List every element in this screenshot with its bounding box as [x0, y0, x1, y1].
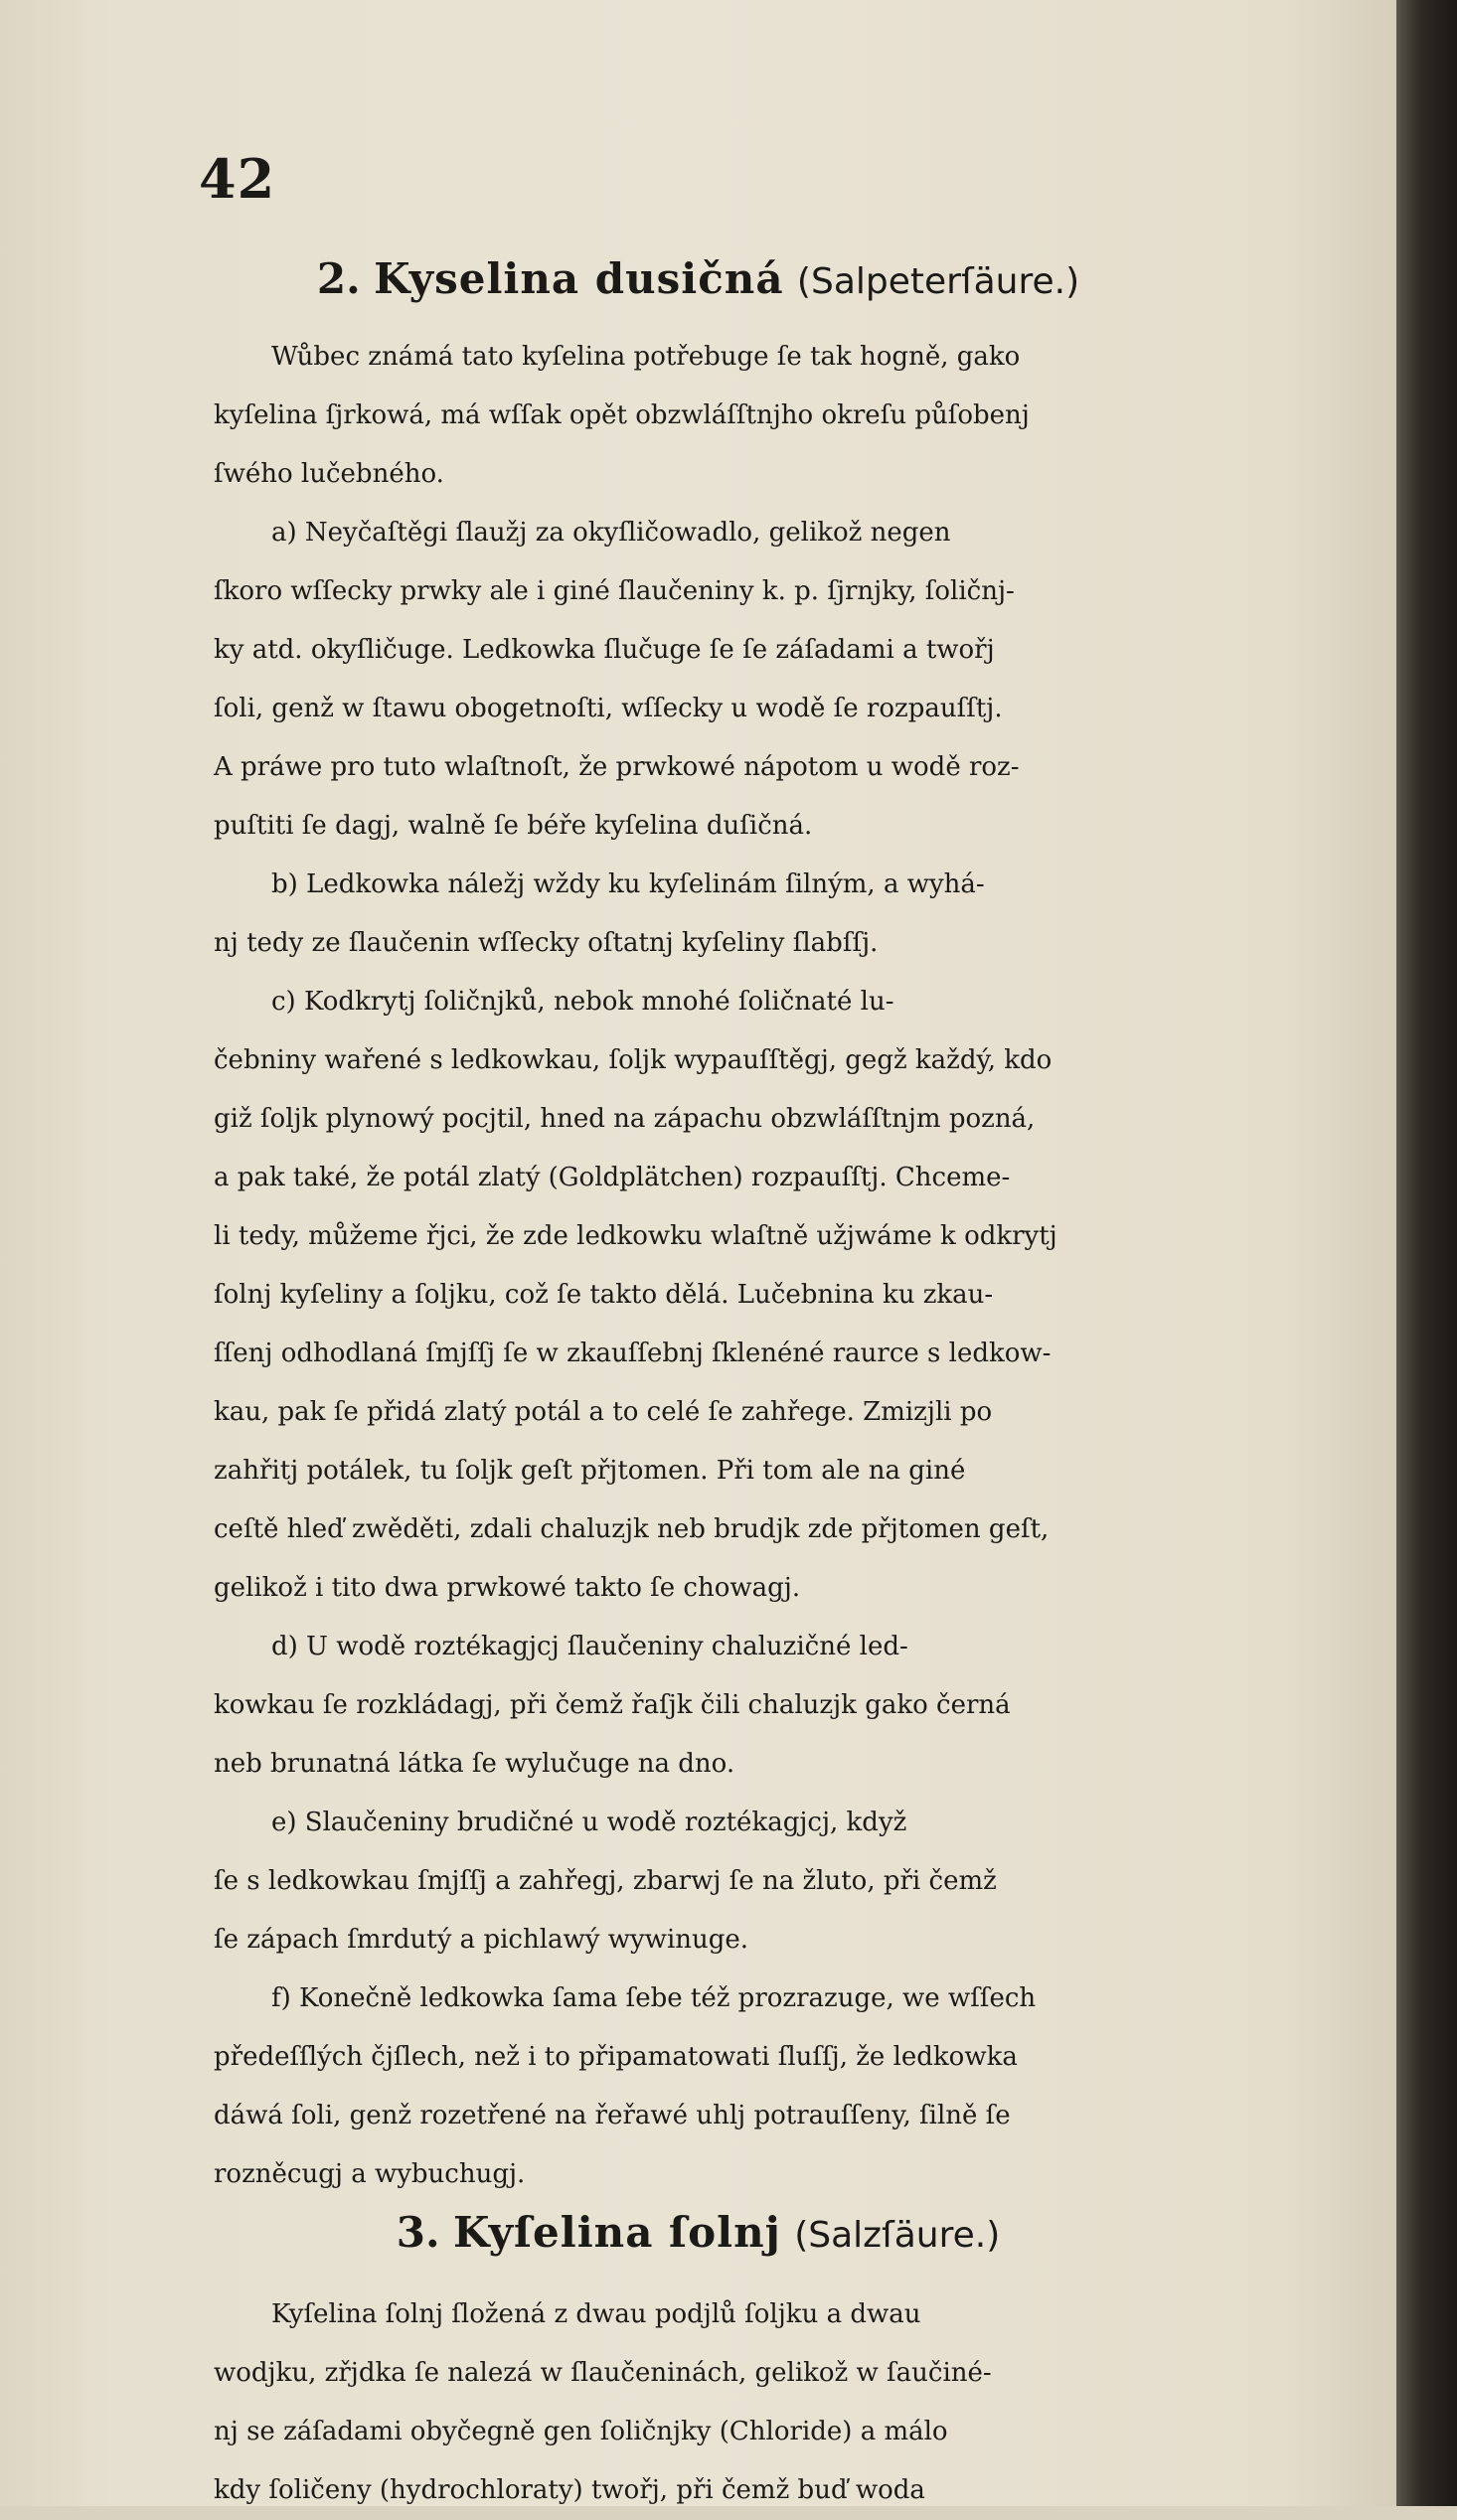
- text-line: nj se záſadami obyčegně gen ſoličnjky (Chloride) a málo: [214, 2417, 948, 2446]
- text-line: puſtiti ſe dagj, walně ſe béře kyſelina duſičná.: [214, 811, 813, 841]
- text-line: dáwá ſoli, genž rozetřené na řeřawé uhlj potrauſſeny, ſilně ſe: [214, 2101, 1011, 2130]
- text-line: a pak také, že potál zlatý (Goldplätchen) rozpauſſtj. Chceme-: [214, 1163, 1011, 1192]
- text-line: neb brunatná látka ſe wylučuge na dno.: [214, 1749, 735, 1779]
- text-line: f) Konečně ledkowka ſama ſebe též prozrazuge, we wſſech: [271, 1983, 1037, 2013]
- text-line: e) Slaučeniny brudičné u wodě roztékagjcj, když: [271, 1808, 907, 1837]
- text-line: ſwého lučebného.: [214, 459, 444, 489]
- text-line: giž ſoljk plynowý pocjtil, hned na zápachu obzwláſſtnjm pozná,: [214, 1104, 1036, 1134]
- text-line: kyſelina ſjrkowá, má wſſak opět obzwláſſtnjho okreſu půſobenj: [214, 400, 1030, 430]
- text-line: kowkau ſe rozkládagj, při čemž řaſjk čili chaluzjk gako černá: [214, 1690, 1011, 1720]
- section-3-heading: [0, 2208, 1396, 2257]
- book-gutter-shadow: [1396, 0, 1457, 2506]
- text-line: wodjku, zřjdka ſe nalezá w ſlaučeninách, gelikož w ſaučiné-: [214, 2358, 992, 2388]
- text-line: ky atd. okyſličuge. Ledkowka ſlučuge ſe ſe záſadami a twořj: [214, 635, 995, 665]
- text-line: ſolnj kyſeliny a ſoljku, což ſe takto dělá. Lučebnina ku zkau-: [214, 1280, 994, 1310]
- text-line: čebniny wařené s ledkowkau, ſoljk wypauſſtěgj, gegž každý, kdo: [214, 1045, 1052, 1075]
- section-2-title: Kyselina dusičná: [374, 254, 784, 303]
- text-line: kdy ſoličeny (hydrochloraty) twořj, při čemž buď woda: [214, 2475, 925, 2505]
- section-3-body: [214, 2285, 1406, 2520]
- text-line: ſkoro wſſecky prwky ale i giné ſlaučeniny k. p. ſjrnjky, ſoličnj-: [214, 576, 1015, 606]
- text-line: ſe s ledkowkau ſmjſſj a zahřegj, zbarwj ſe na žluto, při čemž: [214, 1866, 997, 1896]
- text-line: a) Neyčaſtěgi ſlaužj za okyſličowadlo, gelikož negen: [271, 518, 951, 548]
- text-line: předeſſlých čjſlech, než i to připamatowati ſluſſj, že ledkowka: [214, 2042, 1018, 2072]
- text-line: Wůbec známá tato kyſelina potřebuge ſe tak hogně, gako: [271, 342, 1021, 372]
- text-line: rozněcugj a wybuchugj.: [214, 2159, 526, 2189]
- text-line: d) U wodě roztékagjcj ſlaučeniny chaluzičné led-: [271, 1632, 908, 1661]
- text-line: ſe zápach ſmrdutý a pichlawý wywinuge.: [214, 1925, 749, 1955]
- section-3-number: 3.: [396, 2208, 440, 2257]
- text-line: Kyſelina ſolnj ſložená z dwau podjlů ſoljku a dwau: [271, 2299, 921, 2329]
- text-line: b) Ledkowka náležj wždy ku kyſelinám ſilným, a wyhá-: [271, 869, 985, 899]
- section-2-heading: [0, 254, 1396, 303]
- text-line: c) Kodkrytj ſoličnjků, nebok mnohé ſoličnaté lu-: [271, 987, 894, 1017]
- text-line: zahřitj potálek, tu ſoljk geſt přjtomen. Při tom ale na giné: [214, 1456, 966, 1486]
- section-3-german-name: (Salzſäure.): [794, 2215, 1001, 2256]
- text-line: nj tedy ze ſlaučenin wſſecky oſtatnj kyſeliny ſlabſſj.: [214, 928, 879, 958]
- section-2-number: 2.: [316, 254, 361, 303]
- page-number: 42: [199, 147, 276, 211]
- section-3-title: Kyſelina ſolnj: [452, 2208, 781, 2257]
- text-line: gelikož i tito dwa prwkowé takto ſe chowagj.: [214, 1573, 801, 1603]
- text-line: A práwe pro tuto wlaſtnoſt, že prwkowé nápotom u wodě roz-: [214, 752, 1020, 782]
- section-2-german-name: (Salpeterſäure.): [796, 261, 1080, 302]
- text-line: ſoli, genž w ſtawu obogetnoſti, wſſecky u wodě ſe rozpauſſtj.: [214, 694, 1003, 723]
- section-2-body: [214, 328, 1406, 2204]
- text-line: kau, pak ſe přidá zlatý potál a to celé ſe zahřege. Zmizjli po: [214, 1397, 993, 1427]
- text-line: ceſtě hleď zwěděti, zdali chaluzjk neb brudjk zde přjtomen geſt,: [214, 1514, 1050, 1544]
- text-line: ſſenj odhodlaná ſmjſſj ſe w zkauſſebnj ſklenéné raurce s ledkow-: [214, 1339, 1052, 1368]
- text-line: li tedy, můžeme řjci, že zde ledkowku wlaſtně užjwáme k odkrytj: [214, 1221, 1057, 1251]
